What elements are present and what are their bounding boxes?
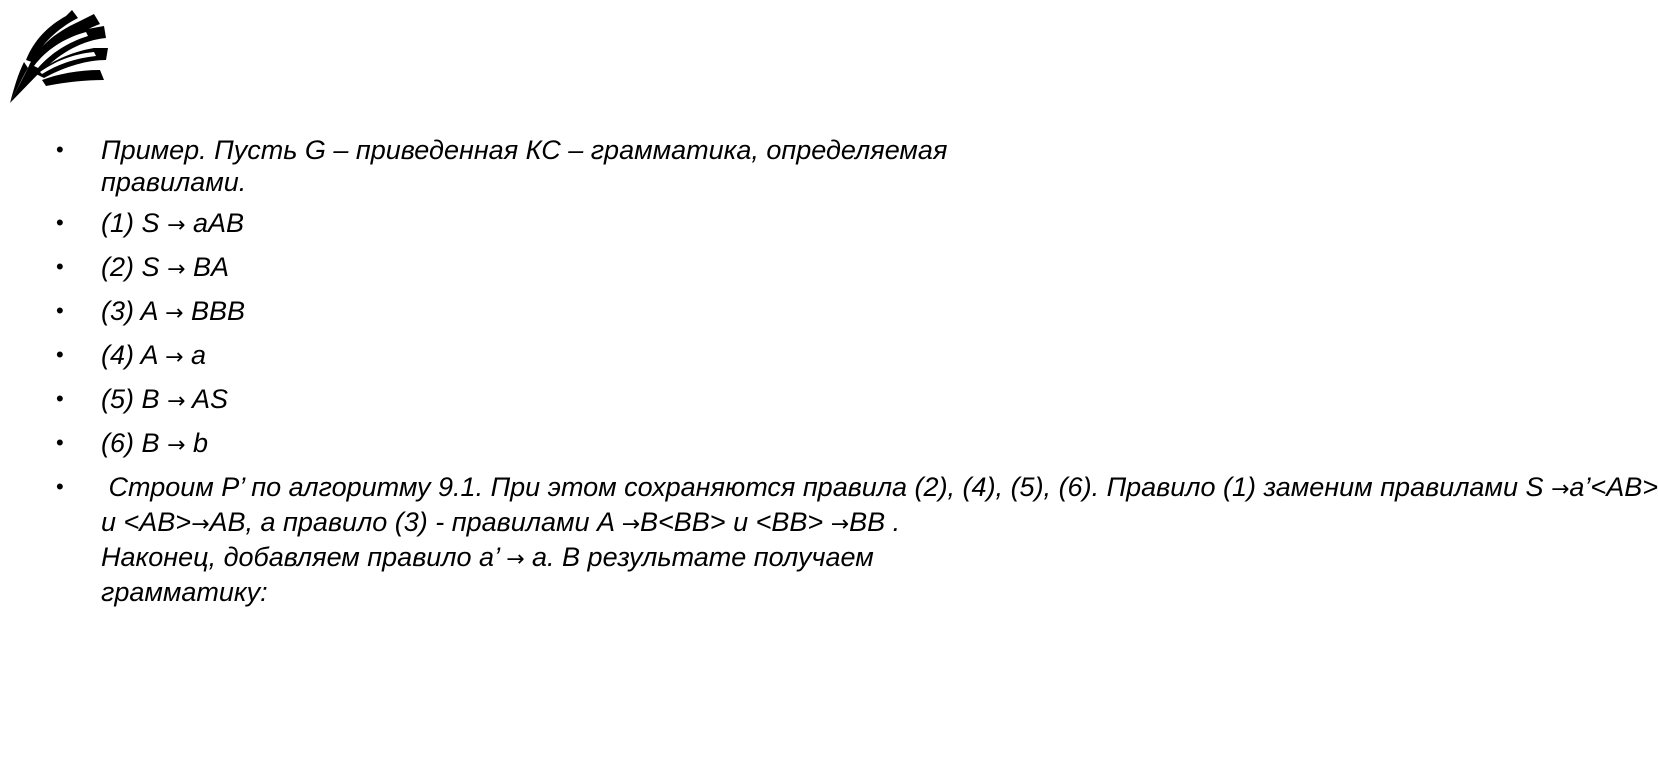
construction-text: AB, а правило (3) - правилами A [209, 507, 622, 537]
rule-rhs: b [185, 428, 208, 458]
rule-rhs: a [183, 340, 206, 370]
slide-content [56, 134, 1658, 617]
list-item [56, 251, 976, 286]
construction-text: a. В результате получаем грамматику: [101, 542, 874, 607]
arrow-icon: → [830, 512, 850, 537]
rule-lhs: (2) S [101, 252, 168, 282]
bullet-icon: • [56, 430, 64, 455]
rule-lhs: (6) B [101, 428, 168, 458]
example-intro-text: Пример. Пусть G – приведенная КС – грамматика, определяемая правилами. [101, 135, 948, 197]
bullet-list [56, 134, 1658, 608]
rule-lhs: (4) A [101, 340, 166, 370]
arrow-icon: → [167, 257, 186, 282]
rule-lhs: (3) A [101, 296, 166, 326]
bullet-icon: • [56, 210, 64, 235]
arrow-icon: → [167, 433, 186, 458]
arrow-icon: → [506, 547, 525, 572]
bullet-icon: • [56, 342, 64, 367]
rule-rhs: BA [185, 252, 229, 282]
arrow-icon: → [167, 213, 186, 238]
arrow-icon: → [1550, 477, 1570, 502]
arrow-icon: → [191, 512, 210, 537]
list-item [56, 427, 976, 462]
arrow-icon: → [165, 301, 184, 326]
rule-rhs: aAB [185, 208, 244, 238]
list-item [56, 339, 976, 374]
list-item [56, 471, 1658, 608]
arrow-icon: → [165, 345, 184, 370]
list-item [56, 295, 976, 330]
list-item [56, 207, 976, 242]
bullet-icon: • [56, 254, 64, 279]
construction-text: BB . Наконец, добавляем правило a’ [101, 507, 901, 572]
list-item [56, 134, 976, 198]
bullet-icon: • [56, 386, 64, 411]
construction-text: a’<AB> и <AB> [101, 472, 1658, 537]
arrow-icon: → [621, 512, 641, 537]
rule-rhs: AS [185, 384, 228, 414]
construction-text: B<BB> и <BB> [640, 507, 831, 537]
bullet-icon: • [56, 137, 64, 162]
rule-lhs: (5) B [101, 384, 168, 414]
bullet-icon: • [56, 298, 64, 323]
wing-logo-icon [8, 8, 110, 104]
bullet-icon: • [56, 474, 64, 499]
rule-rhs: BBB [183, 296, 245, 326]
arrow-icon: → [167, 389, 186, 414]
list-item [56, 383, 976, 418]
rule-lhs: (1) S [101, 208, 168, 238]
construction-text: Строим P’ по алгоритму 9.1. При этом сохраняются правила (2), (4), (5), (6). Правило (1) заменим правилами S [101, 472, 1551, 502]
